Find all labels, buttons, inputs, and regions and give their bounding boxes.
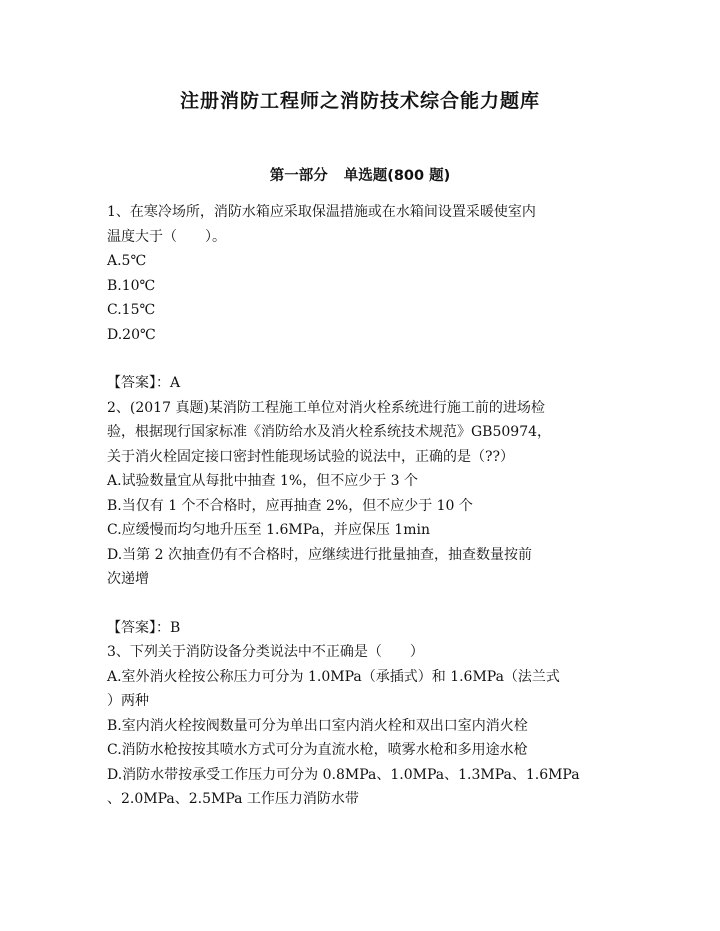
question-stem-line: 验，根据现行国家标准《消防给水及消火栓系统技术规范》GB50974， bbox=[107, 424, 552, 440]
option-d: D.当第 2 次抽查仍有不合格时，应继续进行批量抽查，抽查数量按前 bbox=[107, 546, 532, 563]
question-3 bbox=[107, 640, 627, 812]
option-d-continued: 、2.0MPa、2.5MPa 工作压力消防水带 bbox=[107, 791, 359, 807]
question-2 bbox=[107, 396, 627, 641]
option-b: B.10℃ bbox=[107, 277, 156, 294]
answer-line: 【答案】：A bbox=[107, 375, 181, 391]
option-c: C.应缓慢而均匀地升压至 1.6MPa，并应保压 1min bbox=[107, 522, 430, 538]
option-c: C.消防水枪按按其喷水方式可分为直流水枪，喷雾水枪和多用途水枪 bbox=[107, 742, 528, 758]
option-d: D.消防水带按承受工作压力可分为 0.8MPa、1.0MPa、1.3MPa、1.6MPa bbox=[107, 766, 580, 783]
question-list bbox=[107, 200, 627, 812]
answer-line: 【答案】：B bbox=[107, 619, 181, 636]
question-stem-line: 1、在寒冷场所，消防水箱应采取保温措施或在水箱间设置采暖使室内 bbox=[107, 204, 536, 220]
option-a: A.试验数量宜从每批中抽查 1%，但不应少于 3 个 bbox=[107, 473, 419, 489]
option-b: B.当仅有 1 个不合格时，应再抽查 2%，但不应少于 10 个 bbox=[107, 497, 473, 514]
section-title bbox=[0, 164, 720, 185]
option-a: A.5℃ bbox=[107, 253, 147, 269]
section-title-part: 第一部分 bbox=[269, 168, 328, 184]
option-d: D.20℃ bbox=[107, 326, 156, 343]
document-title: 注册消防工程师之消防技术综合能力题库 bbox=[179, 90, 540, 112]
option-c: C.15℃ bbox=[107, 302, 156, 318]
question-stem-line: 2、(2017 真题)某消防工程施工单位对消火栓系统进行施工前的进场检 bbox=[107, 399, 545, 416]
question-1 bbox=[107, 200, 627, 396]
option-d-continued: 次递增 bbox=[107, 571, 149, 587]
option-a-continued: ）两种 bbox=[107, 693, 149, 709]
option-b: B.室内消火栓按阀数量可分为单出口室内消火栓和双出口室内消火栓 bbox=[107, 717, 528, 734]
question-stem-line: 关于消火栓固定接口密封性能现场试验的说法中，正确的是（??） bbox=[107, 448, 515, 465]
section-title-type: 单选题(800 题) bbox=[343, 168, 451, 184]
question-stem-line: 3、下列关于消防设备分类说法中不正确是（ ） bbox=[107, 644, 424, 660]
question-stem-line: 温度大于（ ）。 bbox=[107, 228, 226, 245]
option-a: A.室外消火栓按公称压力可分为 1.0MPa（承插式）和 1.6MPa（法兰式 bbox=[107, 668, 560, 685]
